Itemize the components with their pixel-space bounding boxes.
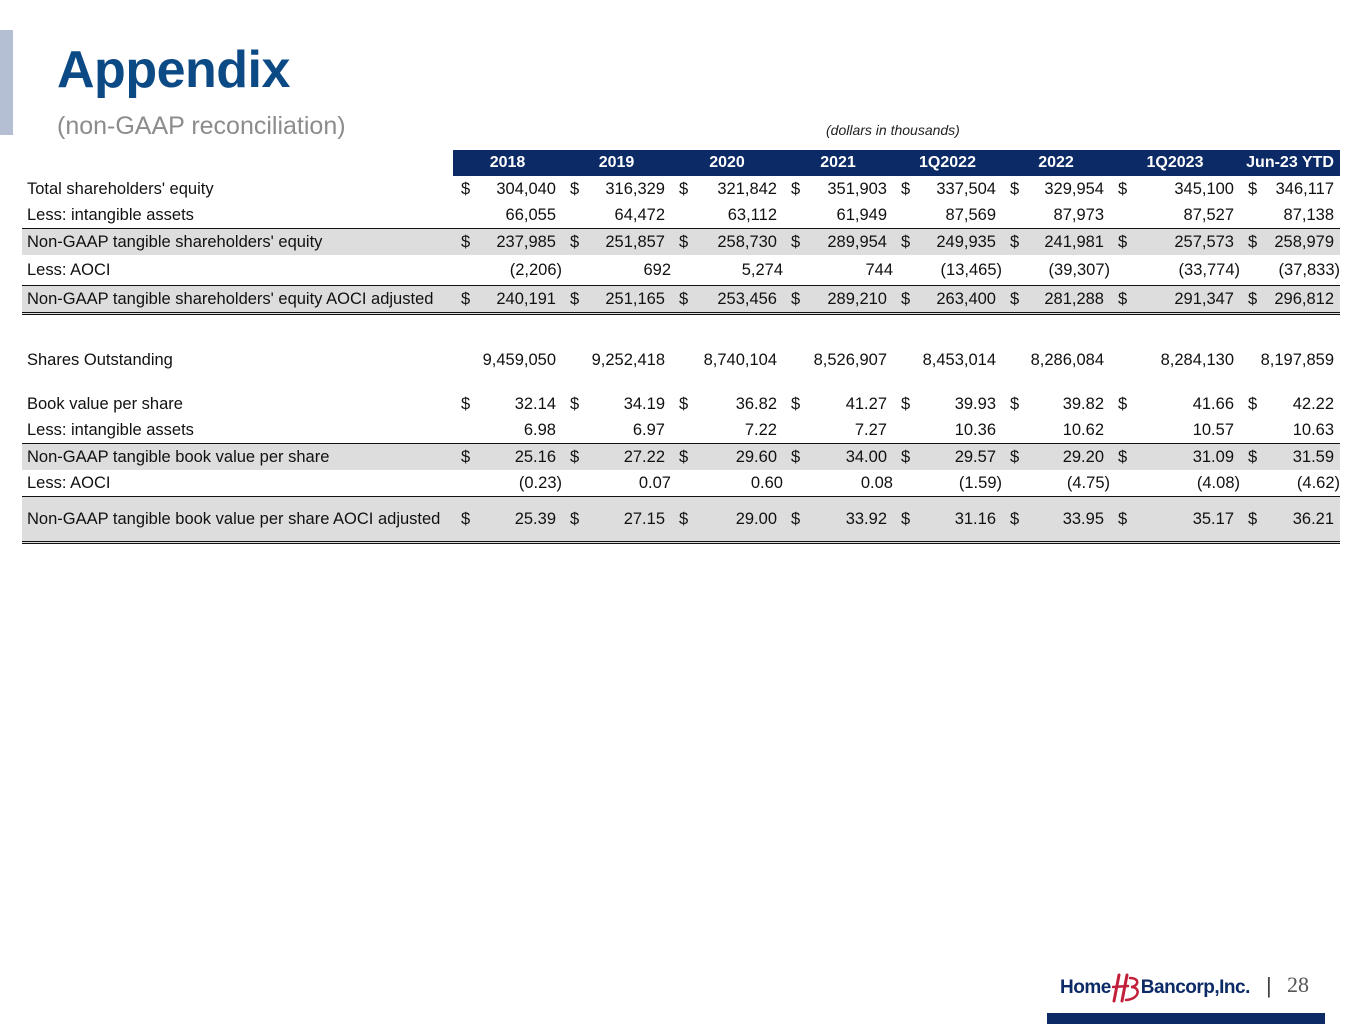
value-cell: 744 [865, 260, 893, 279]
value-cell: 337,504 [936, 179, 996, 198]
column-header-2018: 2018 [453, 150, 562, 176]
value-cell: 10.57 [1192, 420, 1234, 439]
currency-symbol: $ [1110, 286, 1130, 314]
value-cell: 251,165 [582, 286, 671, 314]
row-label: Non-GAAP tangible book value per share [22, 444, 453, 471]
value-cell: 61,949 [836, 205, 887, 224]
value-cell: 87,973 [1053, 205, 1104, 224]
currency-symbol [783, 202, 803, 229]
currency-symbol: $ [1010, 179, 1020, 198]
currency-symbol: $ [1118, 179, 1128, 198]
value-cell: 33.92 [803, 497, 893, 543]
value-cell: 7.27 [854, 420, 887, 439]
currency-symbol: $ [570, 179, 580, 198]
currency-symbol: $ [453, 229, 473, 256]
value-cell: (13,465) [940, 260, 1002, 279]
value-cell: 10.62 [1062, 420, 1104, 439]
currency-symbol [453, 417, 473, 444]
currency-symbol: $ [1010, 394, 1020, 413]
currency-symbol [562, 345, 582, 375]
currency-symbol [783, 345, 803, 375]
value-cell: 5,274 [741, 260, 783, 279]
value-cell: 31.59 [1260, 444, 1340, 471]
row-label: Less: AOCI [27, 260, 111, 279]
value-cell: 289,210 [803, 286, 893, 314]
value-cell: 296,812 [1260, 286, 1340, 314]
table-row [22, 444, 1340, 471]
currency-symbol: $ [783, 286, 803, 314]
currency-symbol: $ [1248, 179, 1258, 198]
value-cell: (1.59) [958, 473, 1002, 492]
value-cell: 9,252,418 [591, 350, 665, 369]
currency-symbol [1110, 470, 1130, 497]
value-cell: 9,459,050 [482, 350, 556, 369]
value-cell: 0.08 [860, 473, 893, 492]
spacer-row [22, 314, 1340, 346]
currency-symbol [893, 255, 913, 286]
currency-symbol: $ [461, 179, 471, 198]
column-header-2019: 2019 [562, 150, 671, 176]
value-cell: 31.16 [913, 497, 1002, 543]
currency-symbol: $ [1248, 394, 1258, 413]
value-cell: 8,284,130 [1160, 350, 1234, 369]
currency-symbol [1002, 417, 1022, 444]
value-cell: 241,981 [1022, 229, 1110, 256]
value-cell: 27.22 [582, 444, 671, 471]
value-cell: 237,985 [473, 229, 562, 256]
column-header-2021: 2021 [783, 150, 893, 176]
value-cell: 42.22 [1292, 394, 1335, 413]
slide-title: Appendix [57, 41, 290, 99]
value-cell: 29.60 [691, 444, 783, 471]
column-header-2022: 2022 [1002, 150, 1110, 176]
currency-symbol [893, 202, 913, 229]
value-cell: 249,935 [913, 229, 1002, 256]
currency-symbol [671, 255, 691, 286]
table-row [22, 202, 1340, 229]
value-cell: 8,286,084 [1030, 350, 1104, 369]
value-cell: 29.57 [913, 444, 1002, 471]
value-cell: 34.19 [623, 394, 665, 413]
value-cell: 6.97 [632, 420, 665, 439]
currency-symbol: $ [562, 229, 582, 256]
currency-symbol: $ [783, 229, 803, 256]
currency-symbol: $ [791, 179, 801, 198]
value-cell: (2,206) [509, 260, 562, 279]
value-cell: 0.07 [638, 473, 671, 492]
currency-symbol: $ [1002, 286, 1022, 314]
currency-symbol: $ [1110, 229, 1130, 256]
currency-symbol: $ [893, 286, 913, 314]
currency-symbol: $ [671, 286, 691, 314]
row-label: Shares Outstanding [27, 350, 173, 369]
row-label: Less: intangible assets [27, 205, 194, 224]
table-row [22, 229, 1340, 256]
value-cell: 34.00 [803, 444, 893, 471]
table-row [22, 286, 1340, 314]
currency-symbol [893, 345, 913, 375]
column-header-1q2022: 1Q2022 [893, 150, 1002, 176]
value-cell: 25.16 [473, 444, 562, 471]
currency-symbol: $ [901, 394, 911, 413]
currency-symbol: $ [893, 497, 913, 543]
hb-logo-mark-icon [1112, 972, 1140, 1004]
value-cell: 41.66 [1192, 394, 1234, 413]
currency-symbol: $ [893, 229, 913, 256]
value-cell: 253,456 [691, 286, 783, 314]
currency-symbol [783, 255, 803, 286]
value-cell: 35.17 [1130, 497, 1240, 543]
value-cell: 29.00 [691, 497, 783, 543]
currency-symbol [562, 202, 582, 229]
table-row [22, 345, 1340, 375]
currency-symbol [1110, 417, 1130, 444]
value-cell: 10.36 [954, 420, 996, 439]
value-cell: (0.23) [518, 473, 562, 492]
value-cell: 258,979 [1260, 229, 1340, 256]
value-cell: 87,138 [1283, 205, 1335, 224]
currency-symbol [1002, 470, 1022, 497]
column-header-jun23-ytd: Jun-23 YTD [1240, 150, 1340, 176]
currency-symbol [1240, 417, 1260, 444]
value-cell: 27.15 [582, 497, 671, 543]
footer-accent-bar [1047, 1013, 1325, 1024]
value-cell: 291,347 [1130, 286, 1240, 314]
currency-symbol: $ [461, 394, 471, 413]
value-cell: 36.82 [735, 394, 777, 413]
table-row [22, 391, 1340, 417]
row-label: Non-GAAP tangible shareholders' equity AOCI adjusted [22, 286, 453, 314]
value-cell: 66,055 [505, 205, 556, 224]
currency-symbol [562, 417, 582, 444]
currency-symbol: $ [1110, 444, 1130, 471]
column-header-2020: 2020 [671, 150, 783, 176]
spacer-row [22, 375, 1340, 391]
value-cell: 36.21 [1260, 497, 1340, 543]
value-cell: (4.08) [1196, 473, 1240, 492]
units-note: (dollars in thousands) [826, 122, 960, 138]
currency-symbol: $ [671, 444, 691, 471]
value-cell: 316,329 [605, 179, 665, 198]
currency-symbol: $ [1240, 497, 1260, 543]
value-cell: 32.14 [514, 394, 556, 413]
currency-symbol [1002, 255, 1022, 286]
row-label: Non-GAAP tangible shareholders' equity [22, 229, 453, 256]
row-label: Less: AOCI [27, 473, 111, 492]
currency-symbol [453, 345, 473, 375]
currency-symbol: $ [791, 394, 801, 413]
table-row [22, 255, 1340, 286]
currency-symbol: $ [671, 229, 691, 256]
logo-word-home: Home [1060, 977, 1111, 998]
currency-symbol: $ [562, 444, 582, 471]
footer-separator: | [1266, 973, 1272, 998]
value-cell: 10.63 [1292, 420, 1335, 439]
currency-symbol [1110, 345, 1130, 375]
currency-symbol [671, 417, 691, 444]
value-cell: 8,197,859 [1260, 350, 1335, 369]
currency-symbol: $ [562, 286, 582, 314]
page-number: 28 [1287, 972, 1309, 997]
currency-symbol [1002, 345, 1022, 375]
row-label: Book value per share [27, 394, 183, 413]
value-cell: 258,730 [691, 229, 783, 256]
table-row [22, 417, 1340, 444]
value-cell: 281,288 [1022, 286, 1110, 314]
currency-symbol [783, 470, 803, 497]
value-cell: 6.98 [523, 420, 556, 439]
currency-symbol [671, 470, 691, 497]
currency-symbol: $ [1002, 444, 1022, 471]
value-cell: 251,857 [582, 229, 671, 256]
currency-symbol [1240, 470, 1260, 497]
value-cell: 87,527 [1183, 205, 1234, 224]
currency-symbol: $ [1240, 286, 1260, 314]
value-cell: 29.20 [1022, 444, 1110, 471]
currency-symbol [671, 345, 691, 375]
currency-symbol [562, 470, 582, 497]
row-label: Less: intangible assets [27, 420, 194, 439]
table-row [22, 497, 1340, 543]
row-label: Non-GAAP tangible book value per share AOCI adjusted [22, 497, 453, 543]
currency-symbol: $ [783, 444, 803, 471]
value-cell: 346,117 [1275, 179, 1335, 198]
currency-symbol [893, 470, 913, 497]
value-cell: 257,573 [1130, 229, 1240, 256]
value-cell: (4.62) [1296, 473, 1341, 492]
currency-symbol: $ [1118, 394, 1128, 413]
slide-accent-bar [0, 30, 13, 135]
value-cell: 39.93 [954, 394, 996, 413]
value-cell: 64,472 [614, 205, 665, 224]
currency-symbol: $ [1002, 229, 1022, 256]
value-cell: 31.09 [1130, 444, 1240, 471]
header-blank-cell [22, 150, 453, 176]
value-cell: 329,954 [1044, 179, 1104, 198]
value-cell: 351,903 [827, 179, 887, 198]
value-cell: 8,453,014 [922, 350, 996, 369]
currency-symbol [1240, 255, 1260, 286]
value-cell: 321,842 [717, 179, 777, 198]
currency-symbol [1110, 255, 1130, 286]
currency-symbol [453, 202, 473, 229]
value-cell: (4.75) [1066, 473, 1110, 492]
value-cell: 289,954 [803, 229, 893, 256]
currency-symbol: $ [783, 497, 803, 543]
value-cell: 345,100 [1174, 179, 1234, 198]
value-cell: 7.22 [744, 420, 777, 439]
currency-symbol [453, 470, 473, 497]
value-cell: 33.95 [1022, 497, 1110, 543]
currency-symbol: $ [901, 179, 911, 198]
currency-symbol: $ [1240, 444, 1260, 471]
currency-symbol: $ [453, 497, 473, 543]
value-cell: 39.82 [1062, 394, 1104, 413]
value-cell: (33,774) [1178, 260, 1240, 279]
logo-word-bancorp: Bancorp,Inc. [1140, 977, 1250, 998]
slide-subtitle: (non-GAAP reconciliation) [57, 112, 346, 140]
spacer-cell [22, 314, 1340, 346]
currency-symbol: $ [893, 444, 913, 471]
currency-symbol [562, 255, 582, 286]
currency-symbol [783, 417, 803, 444]
currency-symbol [1110, 202, 1130, 229]
table-header-row [22, 150, 1340, 176]
currency-symbol [453, 255, 473, 286]
currency-symbol [1002, 202, 1022, 229]
currency-symbol: $ [671, 497, 691, 543]
table-row [22, 176, 1340, 202]
value-cell: (39,307) [1048, 260, 1110, 279]
value-cell: 0.60 [750, 473, 783, 492]
currency-symbol: $ [1002, 497, 1022, 543]
value-cell: 87,569 [945, 205, 996, 224]
value-cell: 240,191 [473, 286, 562, 314]
row-label: Total shareholders' equity [27, 179, 214, 198]
currency-symbol: $ [1240, 229, 1260, 256]
value-cell: 263,400 [913, 286, 1002, 314]
value-cell: 8,526,907 [813, 350, 887, 369]
currency-symbol: $ [679, 394, 689, 413]
value-cell: 692 [643, 260, 671, 279]
column-header-1q2023: 1Q2023 [1110, 150, 1240, 176]
currency-symbol: $ [1110, 497, 1130, 543]
currency-symbol [1240, 202, 1260, 229]
currency-symbol: $ [562, 497, 582, 543]
table-row [22, 470, 1340, 497]
company-logo [1060, 972, 1250, 1004]
value-cell: 63,112 [727, 205, 777, 224]
value-cell: 25.39 [473, 497, 562, 543]
spacer-cell [22, 375, 1340, 391]
currency-symbol: $ [570, 394, 580, 413]
currency-symbol: $ [453, 286, 473, 314]
reconciliation-table [22, 150, 1340, 544]
value-cell: 41.27 [845, 394, 887, 413]
value-cell: 8,740,104 [703, 350, 777, 369]
currency-symbol [1240, 345, 1260, 375]
currency-symbol [671, 202, 691, 229]
currency-symbol [893, 417, 913, 444]
value-cell: (37,833) [1278, 260, 1341, 279]
value-cell: 304,040 [496, 179, 556, 198]
currency-symbol: $ [453, 444, 473, 471]
currency-symbol: $ [679, 179, 689, 198]
